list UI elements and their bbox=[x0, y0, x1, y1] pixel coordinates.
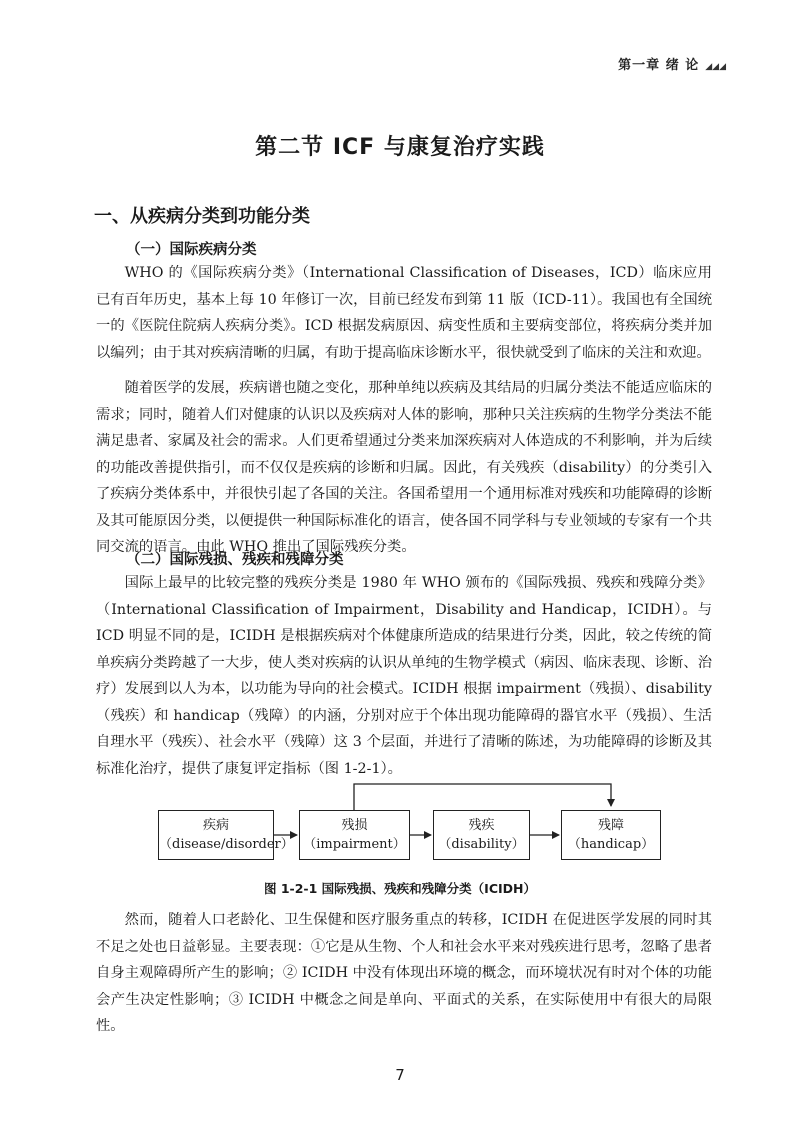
subheading-icidh: （二）国际残损、残疾和残障分类 bbox=[126, 552, 344, 568]
paragraph-icidh-limitations: 然而，随着人口老龄化、卫生保健和医疗服务重点的转移，ICIDH 在促进医学发展的同时其不足之处也日益彰显。主要表现：①它是从生物、个人和社会水平来对残疾进行思考，忽略了患者自身主观障碍所产生的影响；② ICIDH 中没有体现出环境的概念，而环境状况有时对个体的功能会产生决定性影响；③ ICIDH 中概念之间是单向、平面式的关系，在实际使用中有很大的局限性。 bbox=[96, 912, 712, 1034]
arrow-impairment-to-handicap bbox=[354, 784, 611, 810]
figure-caption: 图 1-2-1 国际残损、残疾和残障分类（ICIDH） bbox=[264, 881, 536, 896]
page-number: 7 bbox=[395, 1066, 405, 1084]
running-head bbox=[618, 54, 726, 73]
icidh-diagram bbox=[156, 778, 676, 868]
box-impairment-label: 残损 bbox=[341, 818, 368, 833]
subheading-icd: （一）国际疾病分类 bbox=[126, 242, 257, 258]
heading-disease-to-function: 一、从疾病分类到功能分类 bbox=[94, 206, 310, 227]
box-handicap bbox=[561, 810, 661, 860]
box-impairment-english: （impairment） bbox=[303, 837, 406, 852]
box-disability-label: 残疾 bbox=[468, 818, 495, 833]
triangle-ornament-icon: ◢◢◢ bbox=[705, 62, 726, 72]
paragraph-icidh: 国际上最早的比较完整的残疾分类是 1980 年 WHO 颁布的《国际残损、残疾和残障分类》（International Classification of Impairment，Disability and Handicap，ICIDH）。与 ICD 明显不同的是，ICIDH 是根据疾病对个体健康所造成的结果进行分类，因此，较之传统的简单疾病分类跨越了一大步，使人类对疾病的认识从单纯的生物学模式（病因、临床表现、诊断、治疗）发展到以人为本，以功能为导向的社会模式。ICIDH 根据 impairment（残损）、disability（残疾）和 handicap（残障）的内涵，分别对应于个体出现功能障碍的器官水平（残损）、生活自理水平（残疾）、社会水平（残障）这 3 个层面，并进行了清晰的陈述，为功能障碍的诊断及其标准化治疗，提供了康复评定指标（图 1-2-1）。 bbox=[96, 575, 712, 777]
box-disability-english: （disability） bbox=[438, 837, 525, 852]
box-handicap-english: （handicap） bbox=[567, 837, 655, 852]
box-impairment bbox=[299, 810, 410, 860]
box-disease-english: （disease/disorder） bbox=[159, 837, 294, 852]
paragraph-icd-history: WHO 的《国际疾病分类》（International Classification of Diseases，ICD）临床应用已有百年历史，基本上每 10 年修订一次，目前已经发布到第 11 版（ICD-11）。我国也有全国统一的《医院住院病人疾病分类》。ICD 根据发病原因、病变性质和主要病变部位，将疾病分类并加以编列；由于其对疾病清晰的归属，有助于提高临床诊断水平，很快就受到了临床的关注和欢迎。 bbox=[96, 265, 712, 361]
chapter-label: 第一章 绪 论 bbox=[618, 58, 700, 73]
box-disease bbox=[158, 810, 294, 860]
box-handicap-label: 残障 bbox=[597, 818, 624, 833]
box-disease-label: 疾病 bbox=[202, 818, 229, 833]
paragraph-disability-classification: 随着医学的发展，疾病谱也随之变化，那种单纯以疾病及其结局的归属分类法不能适应临床的需求；同时，随着人们对健康的认识以及疾病对人体的影响，那种只关注疾病的生物学分类法不能满足患者、家属及社会的需求。人们更希望通过分类来加深疾病对人体造成的不利影响，并为后续的功能改善提供指引，而不仅仅是疾病的诊断和归属。因此，有关残疾（disability）的分类引入了疾病分类体系中，并很快引起了各国的关注。各国希望用一个通用标准对残疾和功能障碍的诊断及其可能原因分类，以便提供一种国际标准化的语言，使各国不同学科与专业领域的专家有一个共同交流的语言。由此 WHO 推出了国际残疾分类。 bbox=[96, 380, 712, 555]
section-title: 第二节 ICF 与康复治疗实践 bbox=[255, 135, 545, 160]
box-disability bbox=[433, 810, 530, 860]
